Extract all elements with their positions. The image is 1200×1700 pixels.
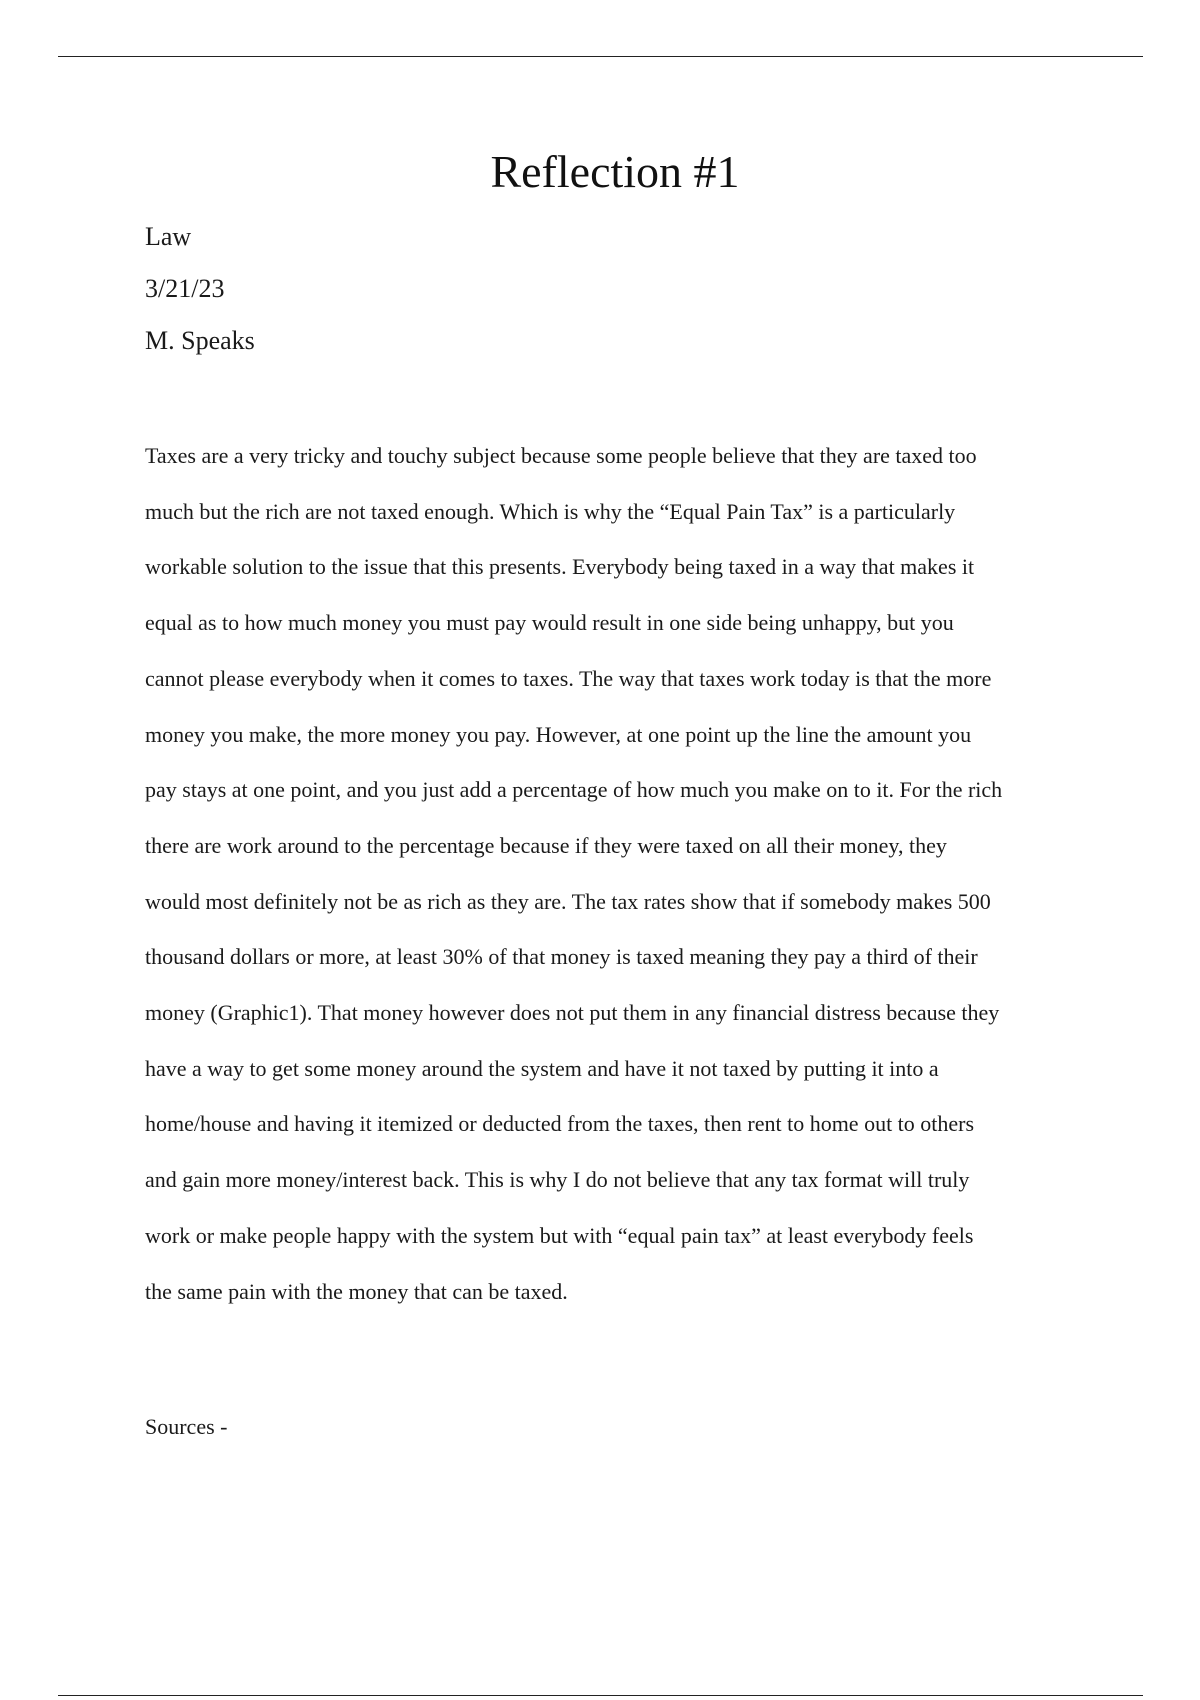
body-line: thousand dollars or more, at least 30% of that money is taxed meaning they pay a third of their xyxy=(145,944,978,970)
body-line: there are work around to the percentage because if they were taxed on all their money, they xyxy=(145,832,947,858)
body-line: have a way to get some money around the system and have it not taxed by putting it into a xyxy=(145,1055,939,1081)
body-line: money (Graphic1). That money however does not put them in any financial distress because they xyxy=(145,1000,1000,1026)
body-line: much but the rich are not taxed enough. Which is why the “Equal Pain Tax” is a particularly xyxy=(145,498,956,524)
body-line: Taxes are a very tricky and touchy subject because some people believe that they are taxed too xyxy=(145,443,977,468)
body-line: and gain more money/interest back. This is why I do not believe that any tax format will truly xyxy=(145,1167,970,1193)
body-line: pay stays at one point, and you just add a percentage of how much you make on to it. For the rich xyxy=(145,777,1003,803)
sources-heading: Sources - xyxy=(145,1414,228,1439)
body-line: would most definitely not be as rich as they are. The tax rates show that if somebody makes 500 xyxy=(145,888,991,914)
author-name: M. Speaks xyxy=(145,326,255,355)
body-line: workable solution to the issue that this presents. Everybody being taxed in a way that makes it xyxy=(145,554,975,580)
document-date: 3/21/23 xyxy=(145,274,225,303)
body-line: work or make people happy with the system but with “equal pain tax” at least everybody feels xyxy=(145,1222,974,1248)
body-line: the same pain with the money that can be taxed. xyxy=(145,1278,568,1304)
body-paragraph xyxy=(145,428,1105,1319)
body-line: money you make, the more money you pay. However, at one point up the line the amount you xyxy=(145,721,972,747)
body-line: equal as to how much money you must pay would result in one side being unhappy, but you xyxy=(145,610,954,636)
document-title: Reflection #1 xyxy=(490,146,740,197)
course-name: Law xyxy=(145,222,192,251)
body-line: cannot please everybody when it comes to taxes. The way that taxes work today is that the more xyxy=(145,665,992,691)
body-line: home/house and having it itemized or deducted from the taxes, then rent to home out to others xyxy=(145,1111,975,1137)
bottom-rule xyxy=(58,1695,1143,1696)
top-rule xyxy=(58,56,1143,57)
